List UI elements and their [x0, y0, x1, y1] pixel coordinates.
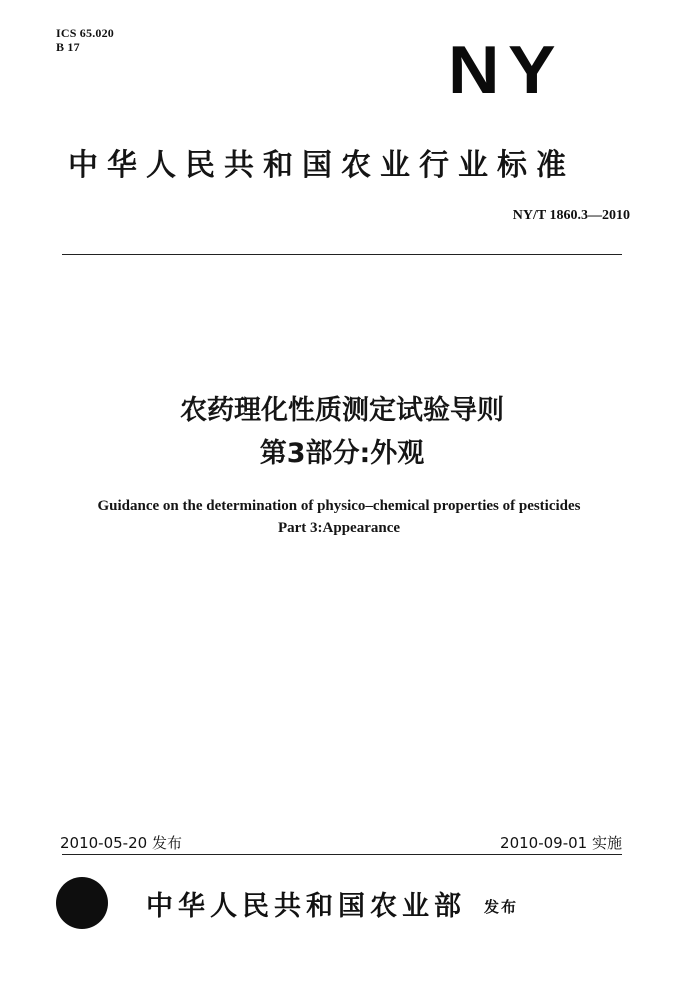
- ccs-code: B 17: [56, 40, 80, 54]
- title-english-line2: Part 3:Appearance: [277, 520, 401, 536]
- ministry-seal-icon: [56, 877, 108, 929]
- publisher-action: 发布: [484, 898, 519, 916]
- title-english-line1: Guidance on the determination of physico–chemical properties of pesticides: [97, 498, 581, 514]
- ny-logo: NY: [448, 32, 564, 108]
- standard-type-heading: 中华人民共和国农业行业标准: [68, 148, 575, 183]
- issue-date: 2010-05-20 发布: [60, 834, 182, 852]
- title-chinese-line2: 第3部分:外观: [259, 438, 425, 469]
- publisher-name: 中华人民共和国农业部: [146, 891, 466, 922]
- header-divider: [62, 254, 622, 255]
- title-chinese-line1: 农药理化性质测定试验导则: [180, 395, 504, 426]
- ics-code: ICS 65.020: [56, 26, 115, 40]
- implementation-date: 2010-09-01 实施: [500, 834, 622, 852]
- document-number: NY/T 1860.3—2010: [512, 208, 630, 223]
- date-divider: [62, 854, 622, 855]
